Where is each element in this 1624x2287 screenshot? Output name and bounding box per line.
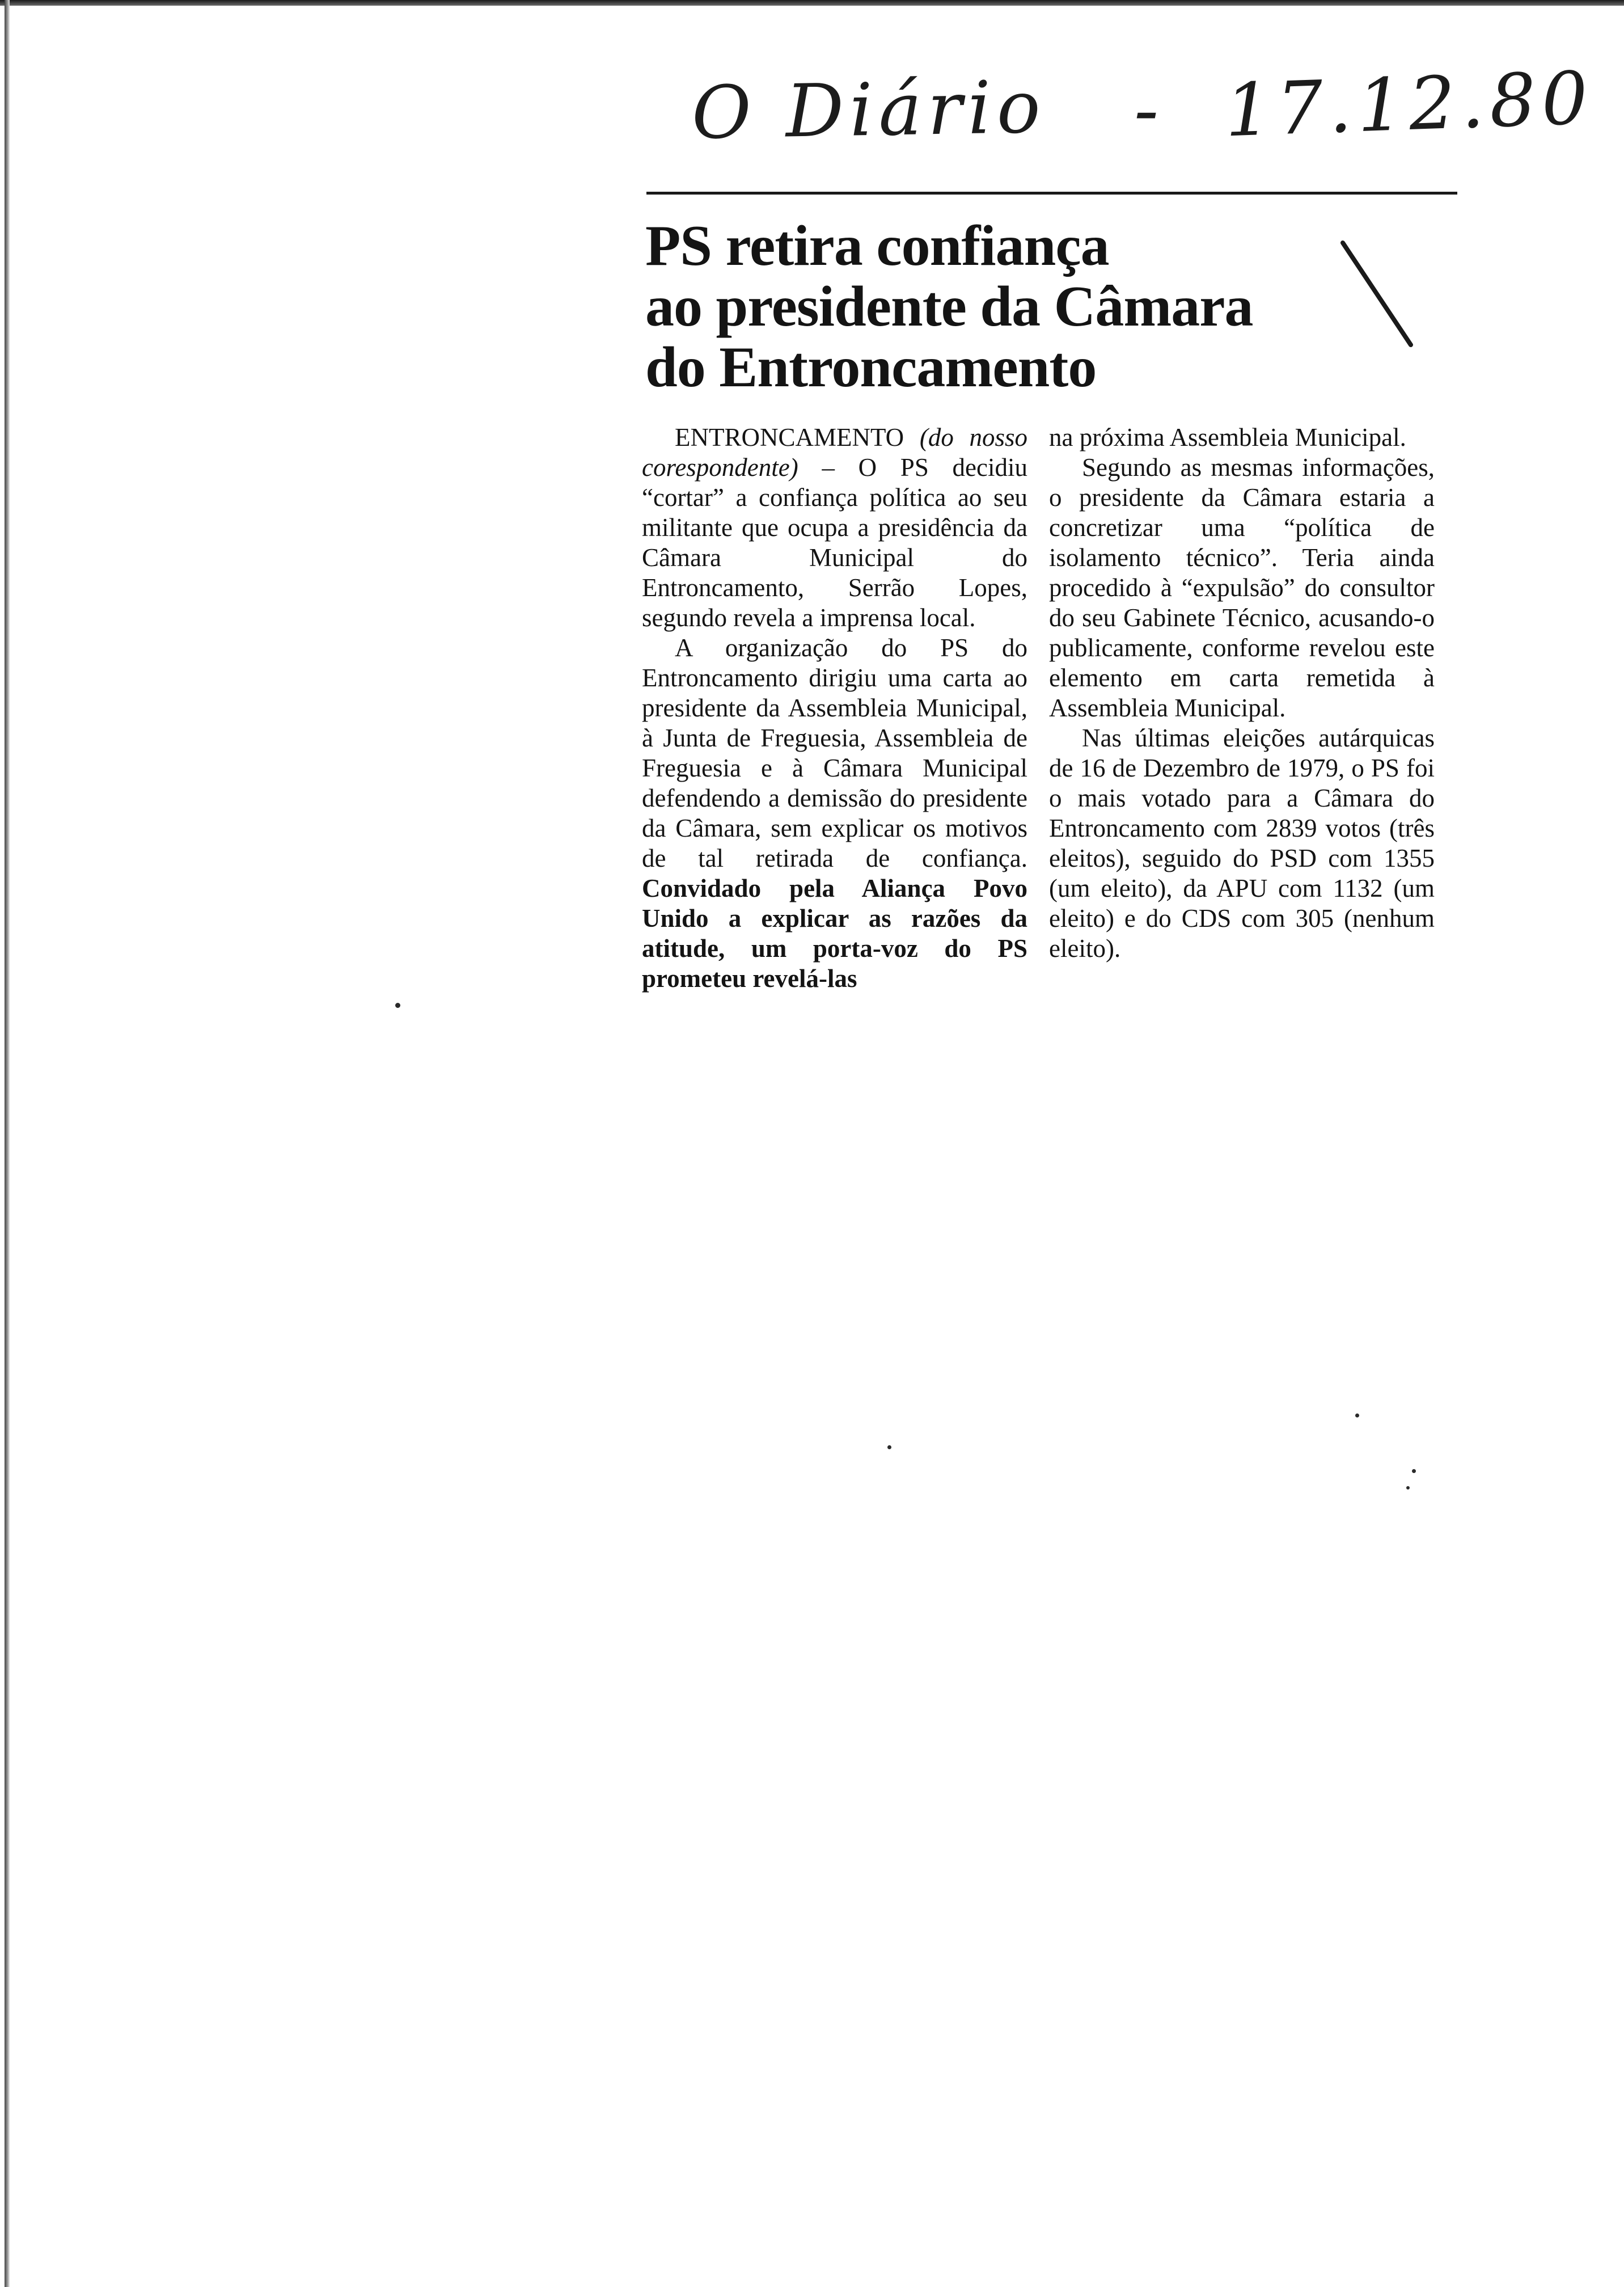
scan-edge-left <box>5 0 10 2287</box>
article-paragraph-1 <box>642 423 1027 633</box>
article-headline <box>645 216 1382 398</box>
handwritten-publication: O Diário <box>691 65 1047 156</box>
paragraph-1-text: – O PS decidiu “cortar” a confiança política ao seu militante que ocupa a presidência da Câmara Municipal do Entroncamento, Serrão Lopes, segundo revela a imprensa local. <box>642 453 1027 632</box>
article-paragraph-4: Nas últimas eleições autárquicas de 16 de Dezembro de 1979, o PS foi o mais votado para a Câmara do Entroncamento com 2839 votos (três eleitos), seguido do PSD com 1355 (um eleito), da APU com 1132 (um eleito) e do CDS com 305 (nenhum eleito). <box>1049 724 1435 963</box>
paragraph-2-continued: na próxima Assembleia Municipal. <box>1049 423 1406 452</box>
scan-speck <box>395 1003 400 1008</box>
handwritten-annotation <box>691 56 1595 182</box>
scan-speck <box>1412 1469 1416 1473</box>
handwritten-date: 17.12.80 <box>1223 56 1595 154</box>
headline-line-1: PS retira confiança <box>645 214 1109 278</box>
handwritten-dash: - <box>1134 68 1165 153</box>
article-column-right <box>1049 423 1435 964</box>
headline-line-3: do Entroncamento <box>645 335 1097 400</box>
article-column-left <box>642 423 1027 994</box>
scan-speck <box>887 1445 891 1449</box>
headline-line-2: ao presidente da Câmara <box>645 275 1253 339</box>
article-paragraph-2 <box>642 633 1027 994</box>
dateline-source: (do nosso corespondente) <box>642 423 1027 482</box>
article-paragraph-3: Segundo as mesmas informações, o presidente da Câmara estaria a concretizar uma “política de isolamento técnico”. Teria ainda procedido à “expulsão” do consultor do seu Gabinete Técnico, acusando-o publicamente, conforme revelou este elemento em carta remetida à Assembleia Municipal. <box>1049 453 1435 722</box>
dateline-place: ENTRONCAMENTO <box>675 423 904 452</box>
headline-rule <box>646 192 1457 195</box>
scan-edge-top <box>0 0 1624 6</box>
scan-speck <box>1406 1486 1410 1489</box>
pen-stroke-mark <box>1338 238 1418 352</box>
paragraph-2-bold: Convidado pela Aliança Povo Unido a explicar as razões da atitude, um porta-voz do PS prometeu revelá-las <box>642 874 1027 993</box>
scan-speck <box>1355 1413 1359 1417</box>
paragraph-2-text: A organização do PS do Entroncamento dirigiu uma carta ao presidente da Assembleia Municipal, à Junta de Freguesia, Assembleia de Freguesia e à Câmara Municipal defendendo a demissão do presidente da Câmara, sem explicar os motivos de tal retirada de confiança. <box>642 634 1027 872</box>
